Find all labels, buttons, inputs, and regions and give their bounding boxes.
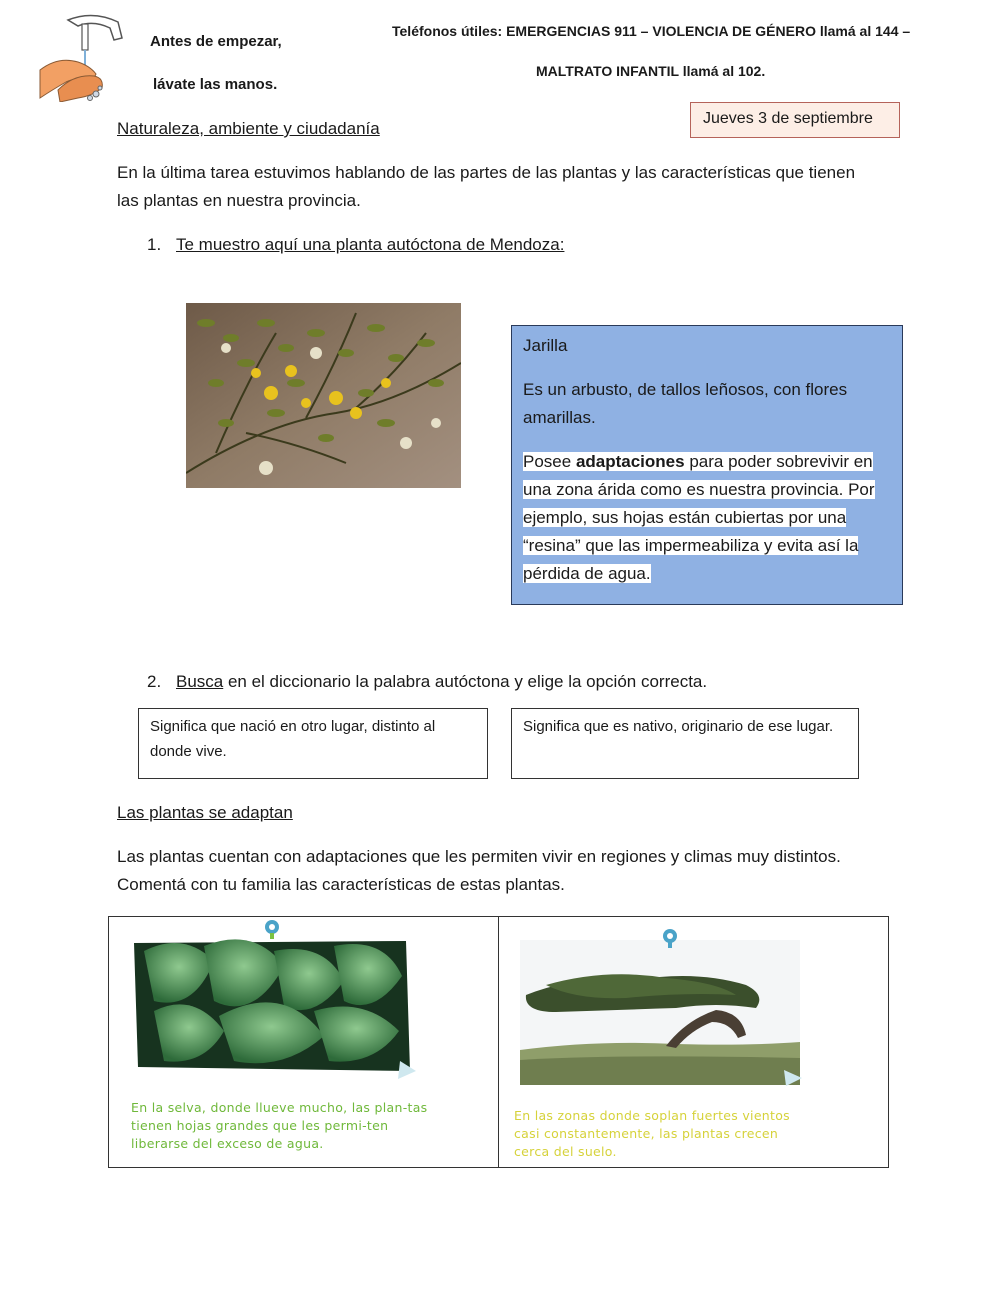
table-divider: [498, 916, 499, 1168]
jarilla-description: Es un arbusto, de tallos leñosos, con flores amarillas.: [523, 380, 848, 427]
item1-text: Te muestro aquí una planta autóctona de Mendoza:: [176, 235, 565, 254]
jungle-caption: En la selva, donde llueve mucho, las plan-tas tienen hojas grandes que les permi-ten liberarse del exceso de agua.: [131, 1100, 428, 1151]
windswept-tree-image: [516, 940, 806, 1090]
date-box: Jueves 3 de septiembre: [690, 102, 900, 138]
option-native[interactable]: Significa que es nativo, originario de ese lugar.: [511, 708, 859, 779]
jarilla-adaptations: Posee adaptaciones para poder sobrevivir en una zona árida como es nuestra provincia. Por ejemplo, sus hojas están cubiertas por una “resina” que las impermeabiliza y evita así la pérdida de agua.: [523, 452, 875, 583]
handwash-reminder-line2: lávate las manos.: [153, 76, 278, 93]
jungle-leaves-image: [134, 921, 416, 1089]
wind-caption: En las zonas donde soplan fuertes vientos casi constantemente, las plantas crecen cerca del suelo.: [514, 1108, 790, 1159]
item1-number: 1.: [147, 235, 162, 254]
marker-icon: [264, 919, 280, 939]
hand-wash-icon: [38, 10, 126, 102]
adaptations-keyword: adaptaciones: [575, 452, 685, 471]
subject-title: Naturaleza, ambiente y ciudadanía: [117, 119, 380, 138]
useful-phones-line1: Teléfonos útiles: EMERGENCIAS 911 – VIOLENCIA DE GÉNERO llamá al 144 –: [392, 23, 911, 39]
marker-icon: [662, 928, 678, 948]
option-foreign[interactable]: Significa que nació en otro lugar, distinto al donde vive.: [138, 708, 488, 779]
handwash-reminder-line1: Antes de empezar,: [150, 33, 282, 50]
section2-title: Las plantas se adaptan: [117, 803, 293, 822]
item2-number: 2.: [147, 672, 162, 691]
jarilla-info-box: [511, 325, 903, 605]
busca-word: Busca: [176, 672, 224, 691]
jarilla-name: Jarilla: [523, 336, 568, 355]
jarilla-photo: [186, 303, 461, 488]
intro-paragraph: En la última tarea estuvimos hablando de las partes de las plantas y las características que tienen las plantas en nuestra provincia.: [117, 163, 856, 210]
useful-phones-line2: MALTRATO INFANTIL llamá al 102.: [536, 63, 766, 79]
item2-text: Busca en el diccionario la palabra autóctona y elige la opción correcta.: [176, 672, 708, 691]
section2-paragraph: Las plantas cuentan con adaptaciones que les permiten vivir en regiones y climas muy distintos. Comentá con tu familia las características de estas plantas.: [117, 847, 841, 894]
